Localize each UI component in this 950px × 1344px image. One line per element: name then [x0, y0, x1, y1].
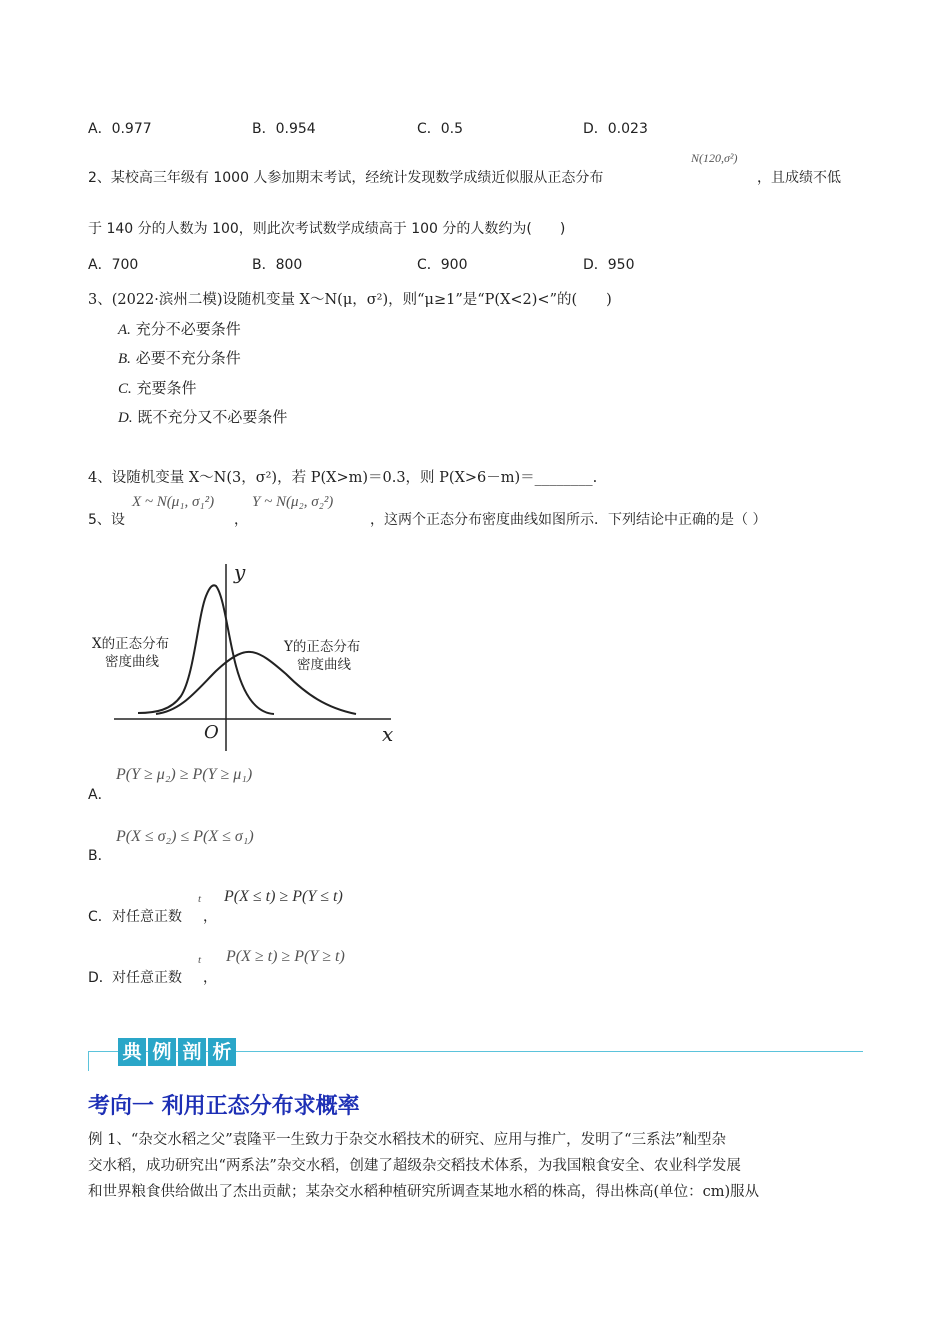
banner-char: 析: [208, 1038, 236, 1066]
q2-option-b: B．800: [252, 257, 303, 273]
q1-option-d: D．0.023: [583, 121, 648, 137]
q1-option-a: A．0.977: [88, 121, 152, 137]
q2-stem-suffix: ，且成绩不低: [757, 170, 841, 186]
q5-option-c-sep: ，: [203, 909, 217, 925]
q5-option-d-formula: P(X ≥ t) ≥ P(Y ≥ t): [226, 948, 345, 965]
q3-option-d-letter: D.: [118, 410, 133, 426]
banner-title: [118, 1038, 236, 1066]
q3-option-b: [118, 347, 241, 368]
q2-option-d: D．950: [583, 257, 635, 273]
q5-formula-x: X ~ N(μ₁, σ₁²): [132, 494, 215, 510]
q5-formula-y: Y ~ N(μ₂, σ₂²): [252, 494, 334, 510]
q5-comma: ，: [234, 512, 248, 528]
q2-stem-line1: 2、某校高三年级有 1000 人参加期末考试，经统计发现数学成绩近似服从正态分布: [88, 170, 604, 186]
q5-option-d-letter: D．: [88, 970, 113, 986]
normal-curves-figure: [86, 556, 406, 756]
q3-option-a-text: 充分不必要条件: [135, 320, 241, 338]
q5-option-c-letter: C．: [88, 909, 112, 925]
x-axis-label: x: [382, 722, 394, 746]
q3-option-a: [118, 318, 241, 339]
q5-option-c-text: 对任意正数: [112, 909, 182, 925]
banner-rule-left: [88, 1051, 89, 1071]
q2-option-c: C．900: [417, 257, 468, 273]
q5-prefix: 5、设: [88, 512, 125, 528]
y-curve-label-1: Y的正态分布: [284, 639, 361, 655]
q2-stem-line2: 于 140 分的人数为 100，则此次考试数学成绩高于 100 分的人数约为( ): [88, 221, 566, 237]
q3-option-a-letter: A.: [118, 322, 131, 338]
example-line: 和世界粮食供给做出了杰出贡献；某杂交水稻种植研究所调查某地水稻的株高，得出株高(单位：cm)服从: [88, 1184, 760, 1200]
q5-option-d-text: 对任意正数: [112, 970, 182, 986]
section-heading: 考向一 利用正态分布求概率: [88, 1094, 360, 1119]
q5-option-c-t: t: [198, 893, 202, 905]
q3-option-d-text: 既不充分又不必要条件: [137, 408, 288, 426]
banner-char: 典: [118, 1038, 146, 1066]
example-line: 交水稻，成功研究出“两系法”杂交水稻，创建了超级杂交稻技术体系，为我国粮食安全、农业科学发展: [88, 1158, 741, 1174]
example-1: [88, 1127, 868, 1205]
x-curve-label-1: X的正态分布: [92, 636, 170, 652]
q5-option-c-formula: P(X ≤ t) ≥ P(Y ≤ t): [224, 888, 343, 905]
q3-option-c: [118, 377, 197, 398]
q5-option-d-t: t: [198, 954, 202, 966]
q3-option-b-text: 必要不充分条件: [135, 349, 241, 367]
y-curve-label-2: 密度曲线: [297, 657, 351, 673]
q3-stem: 3、(2022·滨州二模)设随机变量 X～N(μ，σ²)，则“μ≥1”是“P(X<2)<”的( ): [88, 292, 612, 308]
q5-option-d-sep: ，: [203, 970, 217, 986]
q1-option-c: C．0.5: [417, 121, 464, 137]
banner-char: 剖: [178, 1038, 206, 1066]
q1-option-b: B．0.954: [252, 121, 316, 137]
question-4: 4、设随机变量 X～N(3，σ²)，若 P(X>m)＝0.3，则 P(X>6－m)＝________.: [88, 470, 598, 486]
q3-option-c-letter: C.: [118, 381, 132, 397]
q3-option-b-letter: B.: [118, 351, 131, 367]
q5-option-b-letter: B．: [88, 848, 112, 864]
x-curve-label-2: 密度曲线: [105, 654, 159, 670]
q3-option-c-text: 充要条件: [136, 379, 197, 397]
q5-suffix: ，这两个正态分布密度曲线如图所示．下列结论中正确的是（ ）: [370, 512, 767, 528]
example-line: 例 1、“杂交水稻之父”袁隆平一生致力于杂交水稻技术的研究、应用与推广，发明了“三系法”籼型杂: [88, 1132, 726, 1148]
q5-option-a-formula: P(Y ≥ μ₂) ≥ P(Y ≥ μ₁): [116, 766, 253, 783]
q5-option-b-formula: P(X ≤ σ₂) ≤ P(X ≤ σ₁): [116, 828, 254, 845]
q2-option-a: A．700: [88, 257, 139, 273]
q3-option-d: [118, 406, 287, 427]
q5-option-a-letter: A．: [88, 787, 112, 803]
y-axis-label: y: [234, 560, 246, 584]
q2-formula: N(120,σ²): [691, 151, 738, 165]
origin-label: O: [204, 722, 219, 743]
banner-char: 例: [148, 1038, 176, 1066]
